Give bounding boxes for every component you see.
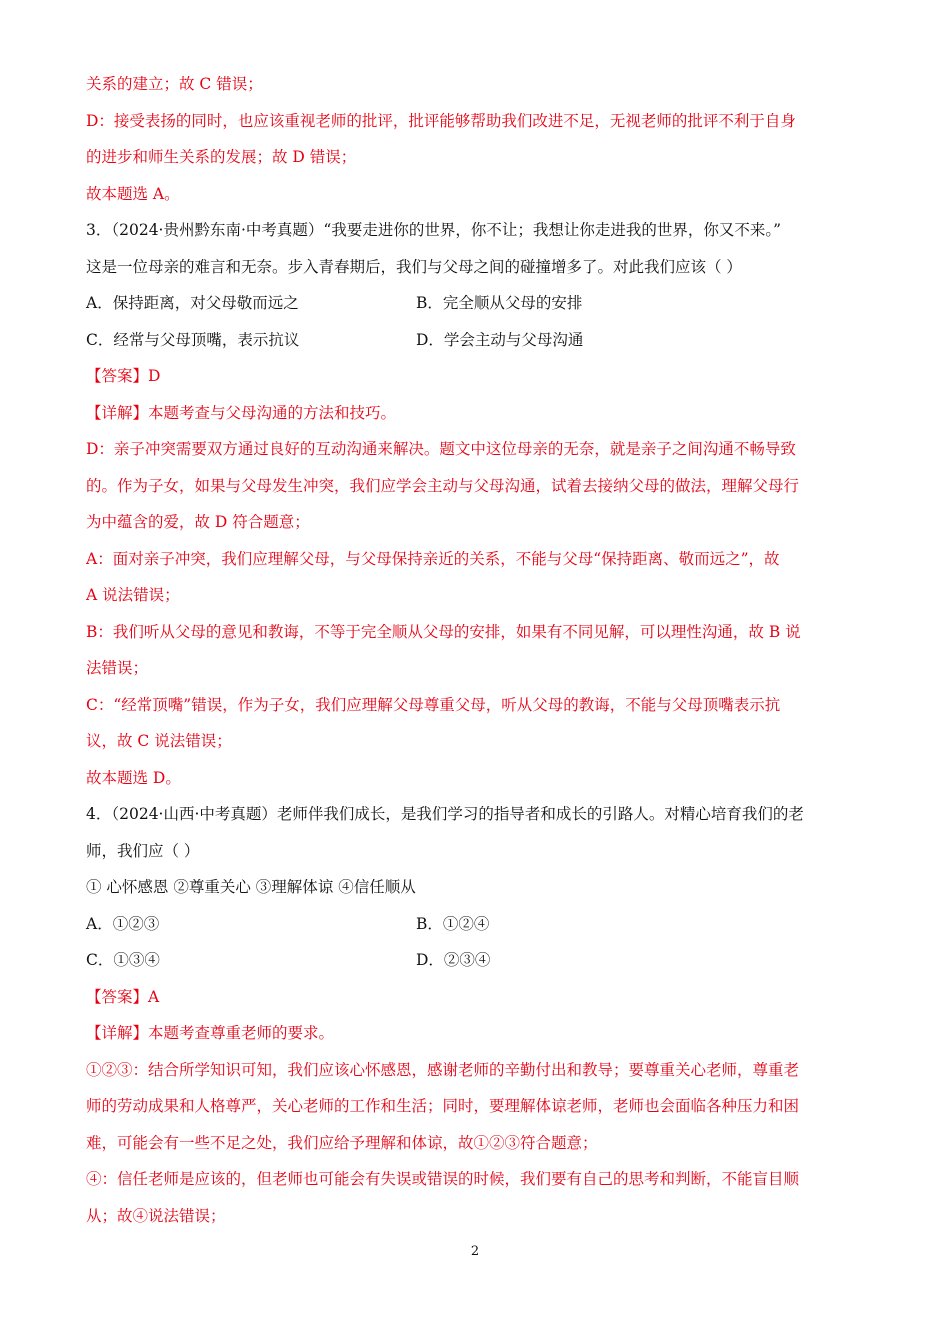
explain-line: 师的劳动成果和人格尊严，关心老师的工作和生活；同时，要理解体谅老师，老师也会面临各种压力和困 (86, 1097, 800, 1115)
question-4-statements: ① 心怀感恩 ②尊重关心 ③理解体谅 ④信任顺从 (86, 878, 416, 896)
option-a: A．保持距离，对父母敬而远之 (86, 294, 299, 312)
explain-line: 的进步和师生关系的发展；故 D 错误； (86, 148, 357, 166)
detail-label: 【详解】本题考查尊重老师的要求。 (86, 1024, 335, 1042)
explain-line: 的。作为子女，如果与父母发生冲突，我们应学会主动与父母沟通，试着去接纳父母的做法，理解父母行 (86, 476, 800, 495)
option-d: D．②③④ (416, 951, 491, 969)
question-3-options-row (86, 322, 866, 359)
question-4-stem: 4．（2024·山西·中考真题）老师伴我们成长，是我们学习的指导者和成长的引路人。对精心培育我们的老 (86, 805, 804, 823)
option-b: B．完全顺从父母的安排 (416, 294, 583, 312)
explain-line: 法错误； (86, 659, 149, 677)
option-b: B．①②④ (416, 914, 490, 933)
option-c: C．①③④ (86, 951, 160, 969)
explain-line: D：亲子冲突需要双方通过良好的互动沟通来解决。题文中这位母亲的无奈，就是亲子之间沟通不畅导致 (86, 440, 796, 458)
explain-line: 故本题选 A。 (86, 184, 180, 203)
explain-line: 故本题选 D。 (86, 768, 181, 787)
explain-line: ①②③：结合所学知识可知，我们应该心怀感恩，感谢老师的辛勤付出和教导；要尊重关心老师，尊重老 (86, 1060, 800, 1079)
explain-line: D：接受表扬的同时，也应该重视老师的批评，批评能够帮助我们改进不足，无视老师的批评不利于自身 (86, 111, 796, 130)
question-4-options-row (86, 906, 866, 943)
answer-label: 【答案】D (86, 367, 161, 385)
explain-line: A 说法错误； (86, 586, 180, 604)
question-4-stem: 师，我们应（ ） (86, 841, 200, 860)
explain-line: ④：信任老师是应该的，但老师也可能会有失误或错误的时候，我们要有自己的思考和判断，不能盲目顺 (86, 1170, 800, 1188)
answer-label: 【答案】A (86, 987, 160, 1006)
explain-line: 为中蕴含的爱，故 D 符合题意； (86, 513, 310, 531)
explain-line: 难，可能会有一些不足之处，我们应给予理解和体谅，故①②③符合题意； (86, 1133, 598, 1152)
question-4-options-row (86, 942, 866, 979)
question-3-options-row (86, 285, 866, 322)
explain-line: 从；故④说法错误； (86, 1206, 226, 1225)
option-a: A．①②③ (86, 914, 160, 933)
explain-line: A：面对亲子冲突，我们应理解父母，与父母保持亲近的关系，不能与父母“保持距离、敬而远之”，故 (86, 549, 780, 568)
explain-line: 关系的建立；故 C 错误； (86, 75, 263, 93)
page-number: 2 (470, 1244, 480, 1259)
question-3-stem: 3．（2024·贵州黔东南·中考真题）“我要走进你的世界，你不让；我想让你走进我的世界，你又不来。” (86, 221, 782, 239)
option-d: D．学会主动与父母沟通 (416, 330, 584, 349)
question-3-stem: 这是一位母亲的难言和无奈。步入青春期后，我们与父母之间的碰撞增多了。对此我们应该（ ） (86, 257, 742, 276)
option-c: C．经常与父母顶嘴，表示抗议 (86, 330, 300, 349)
document-page (86, 66, 866, 1234)
detail-label: 【详解】本题考查与父母沟通的方法和技巧。 (86, 403, 397, 422)
explain-line: 议，故 C 说法错误； (86, 732, 232, 750)
explain-line: B：我们听从父母的意见和教诲，不等于完全顺从父母的安排，如果有不同见解，可以理性沟通，故 B 说 (86, 622, 801, 641)
explain-line: C：“经常顶嘴”错误，作为子女，我们应理解父母尊重父母，听从父母的教诲，不能与父母顶嘴表示抗 (86, 695, 781, 714)
